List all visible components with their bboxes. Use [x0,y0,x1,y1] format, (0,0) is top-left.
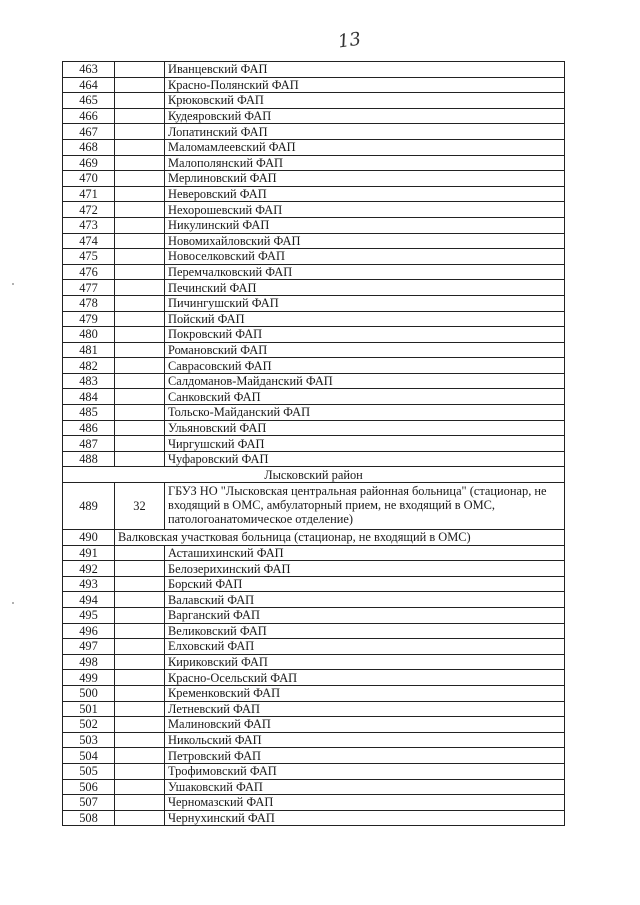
row-name: Малополянский ФАП [165,155,565,171]
row-number: 501 [63,701,115,717]
table-row [63,342,565,358]
row-name: Кременковский ФАП [165,685,565,701]
row-number: 506 [63,779,115,795]
row-number: 492 [63,561,115,577]
table-row [63,670,565,686]
row-number: 497 [63,639,115,655]
table-row [63,810,565,826]
row-number: 477 [63,280,115,296]
row-name: Мерлиновский ФАП [165,171,565,187]
row-number: 463 [63,62,115,78]
row-number: 467 [63,124,115,140]
row-name: Тольско-Майданский ФАП [165,405,565,421]
row-subnumber [115,62,165,78]
row-subnumber [115,186,165,202]
row-subnumber [115,592,165,608]
row-subnumber [115,717,165,733]
table-row [63,561,565,577]
row-subnumber [115,358,165,374]
row-name: Чиргушский ФАП [165,436,565,452]
row-subnumber: 32 [115,483,165,530]
row-subnumber [115,685,165,701]
table-row [63,654,565,670]
row-number: 493 [63,576,115,592]
table-row [63,327,565,343]
row-subnumber [115,202,165,218]
table-row [63,732,565,748]
table-row [63,530,565,546]
section-title: Лысковский район [63,467,565,483]
row-subnumber [115,373,165,389]
row-name: Борский ФАП [165,576,565,592]
table-body-bottom [63,545,565,826]
row-name: Нехорошевский ФАП [165,202,565,218]
table-row [63,155,565,171]
row-subnumber [115,139,165,155]
row-number: 476 [63,264,115,280]
row-name: Печинский ФАП [165,280,565,296]
row-number: 464 [63,77,115,93]
table-row-hospital [63,483,565,530]
row-number: 488 [63,451,115,467]
row-number: 489 [63,483,115,530]
row-subnumber [115,389,165,405]
row-number: 484 [63,389,115,405]
table-row [63,405,565,421]
row-subnumber [115,217,165,233]
row-number: 475 [63,249,115,265]
row-number: 490 [63,530,115,546]
row-number: 505 [63,763,115,779]
row-number: 481 [63,342,115,358]
row-number: 500 [63,685,115,701]
row-name: Черномазский ФАП [165,795,565,811]
table-row [63,717,565,733]
row-subnumber [115,639,165,655]
row-subnumber [115,795,165,811]
row-number: 479 [63,311,115,327]
table-row [63,592,565,608]
row-name: Никольский ФАП [165,732,565,748]
row-name: Пойский ФАП [165,311,565,327]
row-subnumber [115,451,165,467]
row-subnumber [115,763,165,779]
row-subnumber [115,561,165,577]
row-number: 499 [63,670,115,686]
row-number: 487 [63,436,115,452]
row-subnumber [115,249,165,265]
row-name: Летневский ФАП [165,701,565,717]
punch-hole-mark [12,602,14,604]
row-subnumber [115,608,165,624]
section-row [63,467,565,483]
row-name: Валковская участковая больница (стационар, не входящий в ОМС) [115,530,565,546]
table-row [63,623,565,639]
row-number: 502 [63,717,115,733]
row-subnumber [115,810,165,826]
table-row [63,358,565,374]
row-subnumber [115,420,165,436]
row-subnumber [115,701,165,717]
page-number: 13 [336,28,363,53]
table-body-section [63,467,565,545]
row-subnumber [115,732,165,748]
row-subnumber [115,233,165,249]
row-name: Петровский ФАП [165,748,565,764]
row-name: Ульяновский ФАП [165,420,565,436]
row-subnumber [115,280,165,296]
row-number: 465 [63,93,115,109]
row-name: Лопатинский ФАП [165,124,565,140]
table-row [63,420,565,436]
row-name: Новоселковский ФАП [165,249,565,265]
row-number: 483 [63,373,115,389]
table-row [63,233,565,249]
table-row [63,701,565,717]
row-name: Елховский ФАП [165,639,565,655]
row-number: 504 [63,748,115,764]
row-subnumber [115,748,165,764]
row-subnumber [115,311,165,327]
row-subnumber [115,405,165,421]
row-number: 480 [63,327,115,343]
table-row [63,217,565,233]
row-number: 498 [63,654,115,670]
row-subnumber [115,77,165,93]
table-body-top [63,62,565,467]
row-name: Пичингушский ФАП [165,295,565,311]
row-name: Неверовский ФАП [165,186,565,202]
row-name: Асташихинский ФАП [165,545,565,561]
table-row [63,639,565,655]
table-row [63,108,565,124]
row-number: 494 [63,592,115,608]
table-row [63,186,565,202]
row-name: Великовский ФАП [165,623,565,639]
table-row [63,280,565,296]
row-number: 473 [63,217,115,233]
row-number: 486 [63,420,115,436]
row-subnumber [115,171,165,187]
row-name: Красно-Полянский ФАП [165,77,565,93]
row-number: 471 [63,186,115,202]
row-name: Кудеяровский ФАП [165,108,565,124]
row-name: Ушаковский ФАП [165,779,565,795]
table-row [63,779,565,795]
row-name: Чуфаровский ФАП [165,451,565,467]
row-name: Малиновский ФАП [165,717,565,733]
table-row [63,608,565,624]
row-name: Салдоманов-Майданский ФАП [165,373,565,389]
row-number: 495 [63,608,115,624]
row-number: 496 [63,623,115,639]
row-subnumber [115,654,165,670]
table-row [63,451,565,467]
facilities-table [62,61,565,826]
row-name: Кириковский ФАП [165,654,565,670]
row-subnumber [115,124,165,140]
row-name: Романовский ФАП [165,342,565,358]
row-name: Санковский ФАП [165,389,565,405]
table-row [63,685,565,701]
table-row [63,249,565,265]
table-row [63,436,565,452]
row-name: Валавский ФАП [165,592,565,608]
row-name: Никулинский ФАП [165,217,565,233]
row-name: Чернухинский ФАП [165,810,565,826]
row-subnumber [115,436,165,452]
row-number: 491 [63,545,115,561]
table-row [63,295,565,311]
table-row [63,202,565,218]
row-name: Новомихайловский ФАП [165,233,565,249]
row-name: Трофимовский ФАП [165,763,565,779]
row-number: 472 [63,202,115,218]
table-row [63,576,565,592]
row-subnumber [115,327,165,343]
row-number: 508 [63,810,115,826]
row-number: 469 [63,155,115,171]
table-row [63,311,565,327]
table-row [63,139,565,155]
row-name: Маломамлеевский ФАП [165,139,565,155]
row-number: 466 [63,108,115,124]
row-name: Иванцевский ФАП [165,62,565,78]
row-number: 478 [63,295,115,311]
row-subnumber [115,576,165,592]
table-row [63,795,565,811]
table-row [63,62,565,78]
row-name: Перемчалковский ФАП [165,264,565,280]
punch-hole-mark [12,283,14,285]
table-row [63,264,565,280]
row-number: 482 [63,358,115,374]
table-row [63,77,565,93]
row-subnumber [115,670,165,686]
row-name: Саврасовский ФАП [165,358,565,374]
row-subnumber [115,155,165,171]
row-name: ГБУЗ НО "Лысковская центральная районная больница" (стационар, не входящий в ОМС, амбулаторный прием, не входящий в ОМС, патологоанатомическое отделение) [165,483,565,530]
row-name: Варганский ФАП [165,608,565,624]
table-row [63,748,565,764]
row-number: 507 [63,795,115,811]
row-subnumber [115,108,165,124]
table-row [63,124,565,140]
table-row [63,373,565,389]
row-subnumber [115,623,165,639]
table-row [63,389,565,405]
row-name: Белозерихинский ФАП [165,561,565,577]
row-subnumber [115,264,165,280]
table-row [63,545,565,561]
row-number: 468 [63,139,115,155]
row-subnumber [115,342,165,358]
row-subnumber [115,295,165,311]
row-number: 503 [63,732,115,748]
row-subnumber [115,779,165,795]
row-subnumber [115,545,165,561]
row-name: Покровский ФАП [165,327,565,343]
table-row [63,763,565,779]
row-name: Крюковский ФАП [165,93,565,109]
row-number: 474 [63,233,115,249]
table-row [63,171,565,187]
row-subnumber [115,93,165,109]
row-number: 470 [63,171,115,187]
row-name: Красно-Осельский ФАП [165,670,565,686]
table-row [63,93,565,109]
row-number: 485 [63,405,115,421]
